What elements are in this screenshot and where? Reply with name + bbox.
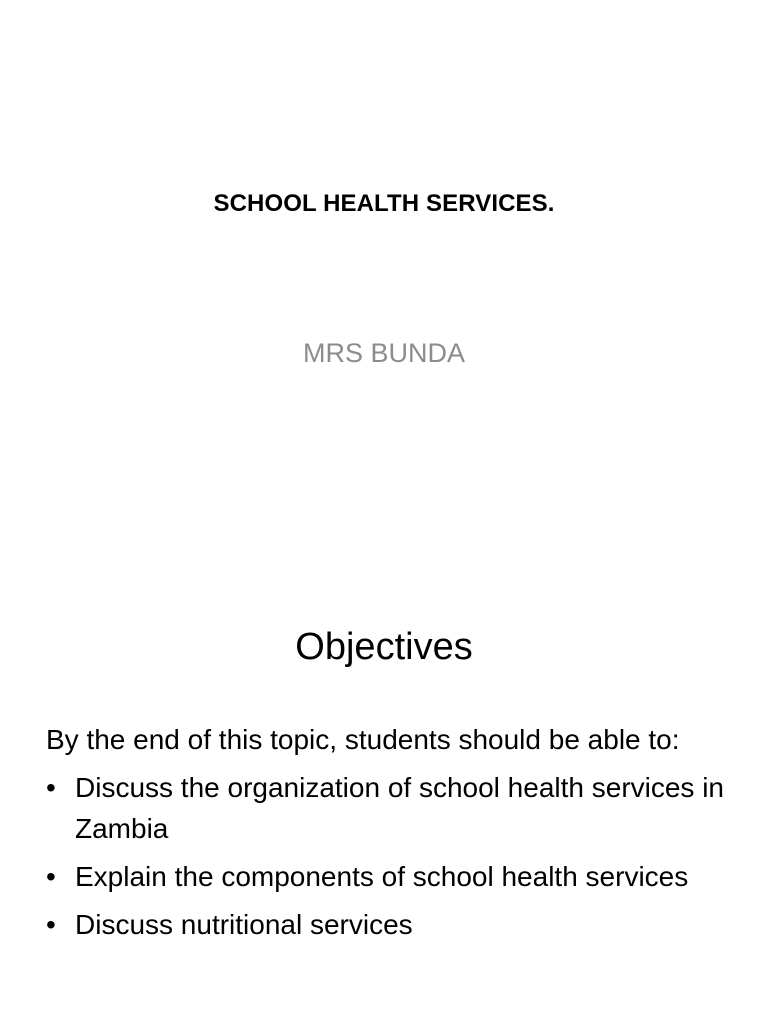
objectives-intro: By the end of this topic, students should be able to:	[46, 724, 680, 755]
bullet-icon: •	[46, 909, 56, 940]
objectives-list	[46, 767, 736, 945]
list-item	[46, 904, 736, 945]
list-item	[46, 856, 736, 897]
bullet-icon: •	[46, 772, 56, 803]
presentation-title: SCHOOL HEALTH SERVICES.	[213, 190, 555, 217]
presenter-name: MRS BUNDA	[302, 338, 465, 368]
bullet-icon: •	[46, 861, 56, 892]
objectives-body	[46, 719, 736, 952]
objectives-title: Objectives	[295, 626, 473, 668]
list-item	[46, 767, 736, 849]
objectives-slide	[0, 576, 768, 1024]
bullet-text: Explain the components of school health services	[75, 861, 689, 892]
bullet-text: Discuss the organization of school health services in Zambia	[75, 772, 725, 844]
bullet-text: Discuss nutritional services	[75, 909, 413, 940]
